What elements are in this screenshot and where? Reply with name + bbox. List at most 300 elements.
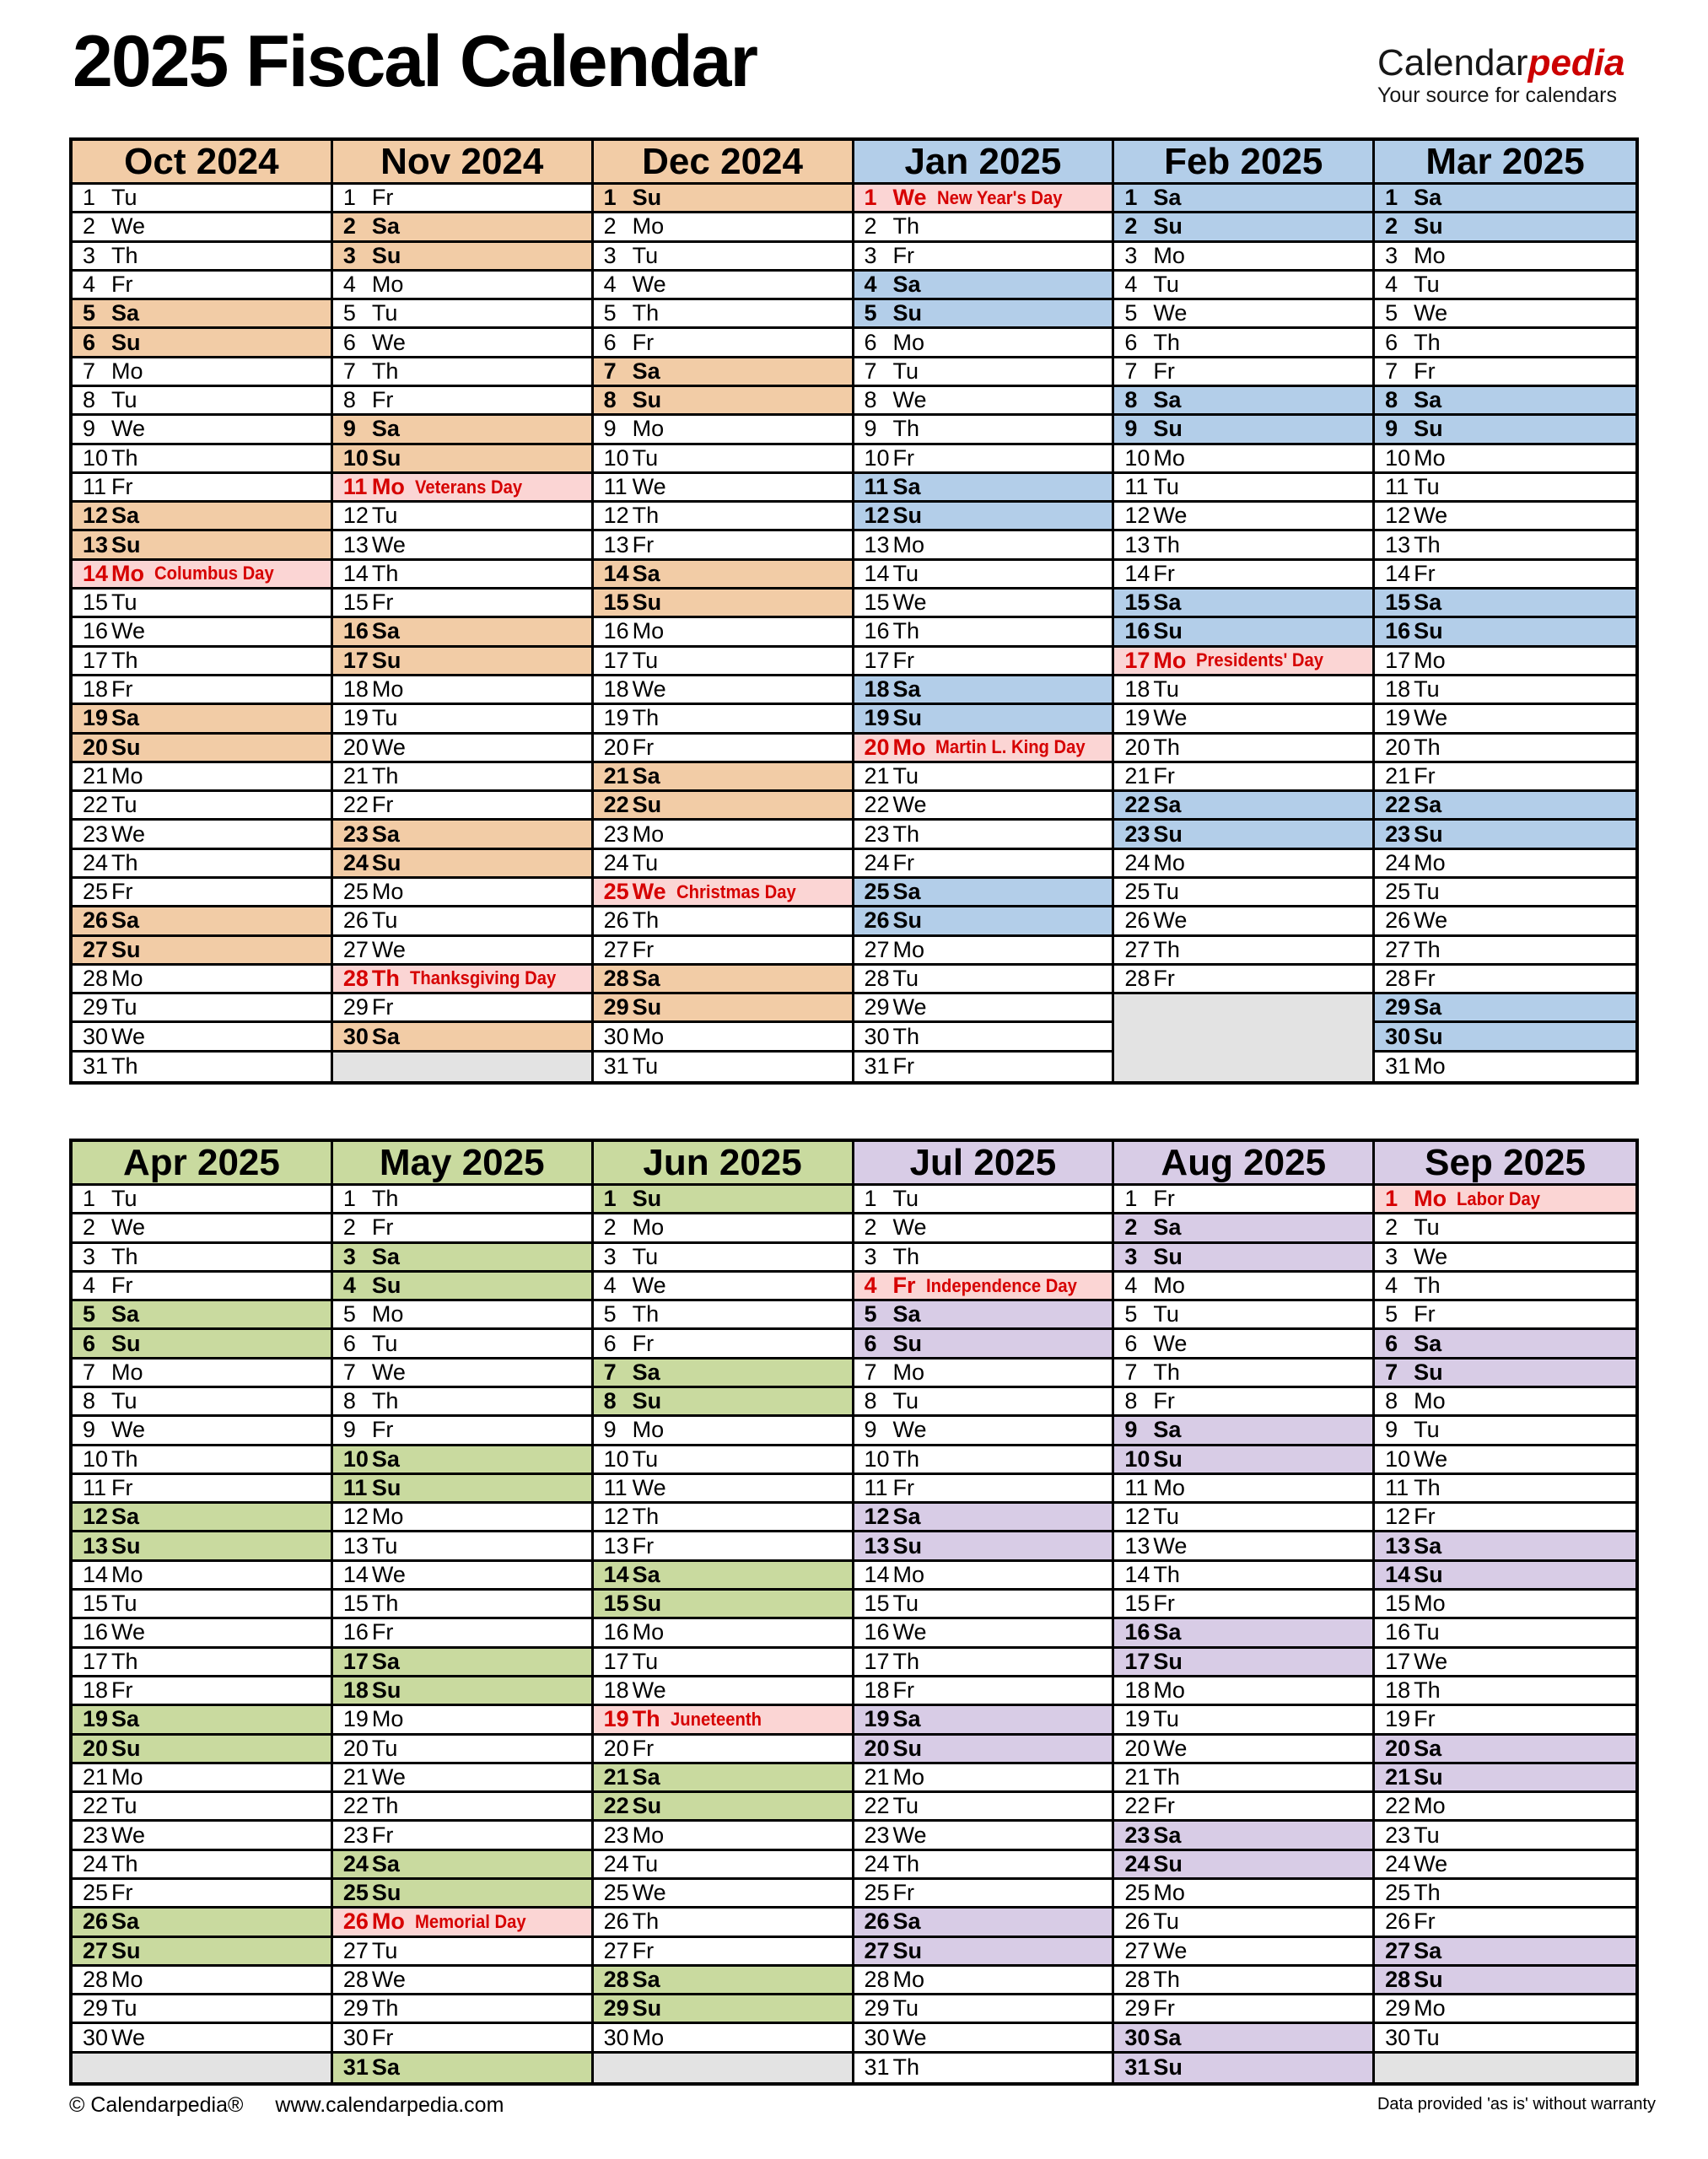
day-of-week-label: Mo [632,821,665,847]
footer-left [69,2093,504,2118]
day-number: 4 [603,1273,617,1298]
day-of-week-label: Su [371,1475,401,1501]
day-cell [594,387,854,416]
day-number: 17 [1124,1648,1150,1674]
day-of-week-label: Sa [1414,994,1442,1020]
day-of-week-label: Th [1153,734,1180,760]
day-cell [73,1677,333,1706]
day-of-week-label: Su [1414,1023,1443,1049]
day-of-week-label: Sa [1153,2024,1182,2050]
day-of-week-label: Th [1414,531,1441,557]
day-number: 23 [1385,1822,1411,1848]
day-cell [594,763,854,792]
day-of-week-label: Su [632,1186,662,1212]
day-of-week-label: Th [111,1850,138,1876]
day-number: 23 [83,1822,109,1848]
day-of-week-label: Mo [1153,1677,1185,1704]
day-of-week-label: Tu [632,1446,659,1472]
day-number: 31 [864,1053,890,1080]
day-cell [1375,1851,1635,1880]
day-of-week-label: Th [1414,329,1441,355]
day-number: 8 [864,1388,877,1414]
day-number: 15 [83,590,109,616]
day-of-week-label: Tu [632,1053,659,1080]
day-number: 12 [1124,1504,1150,1530]
day-cell [1114,763,1375,792]
day-of-week-label: Fr [892,444,914,471]
day-number: 12 [342,503,369,529]
day-of-week-label: We [371,1561,406,1587]
day-number: 24 [864,849,890,875]
day-of-week-label: Th [632,907,660,934]
day-cell [1114,735,1375,763]
day-cell [1114,937,1375,966]
day-cell [73,1995,333,2024]
day-cell [854,2054,1115,2082]
day-of-week-label: Sa [632,1966,660,1992]
day-number: 15 [1124,1591,1150,1617]
day-of-week-label: Fr [371,2024,394,2050]
day-number: 30 [864,1023,890,1049]
day-cell [1114,792,1375,821]
day-cell [1375,1475,1635,1504]
day-number: 4 [1124,1273,1138,1298]
day-of-week-label: Mo [371,474,405,500]
day-of-week-label: Fr [1153,1388,1175,1414]
day-number: 21 [603,1763,629,1790]
day-cell [1375,618,1635,647]
day-number: 10 [864,1446,890,1472]
day-cell [1375,1619,1635,1648]
day-cell [73,1591,333,1619]
day-of-week-label: Fr [892,647,914,673]
day-cell [333,821,594,849]
day-cell [854,850,1115,879]
day-cell [594,1446,854,1475]
day-number: 4 [603,272,617,297]
day-of-week-label: Th [632,503,660,529]
day-of-week-label: Fr [111,1880,133,1906]
day-of-week-label: We [632,1880,666,1906]
day-cell [1114,879,1375,907]
day-cell [73,1301,333,1330]
day-cell [594,1475,854,1504]
day-cell [1114,1880,1375,1909]
day-of-week-label: Tu [371,705,398,731]
day-number: 1 [1124,1186,1138,1212]
day-number: 31 [1124,2054,1150,2081]
day-number: 21 [603,762,629,789]
day-cell-holiday [594,879,854,907]
day-cell [854,1330,1115,1359]
day-number: 21 [1385,1763,1411,1790]
day-cell [333,1330,594,1359]
day-number: 7 [83,1359,96,1385]
holiday-label: Veterans Day [414,476,522,498]
day-of-week-label: We [632,1273,666,1298]
day-of-week-label: Su [632,185,662,211]
day-of-week-label: We [1414,1446,1448,1472]
day-number: 7 [864,358,877,384]
day-cell [1375,1793,1635,1822]
day-of-week-label: Tu [1414,676,1440,703]
day-number: 26 [864,907,890,934]
day-of-week-label: Sa [371,1850,400,1876]
day-number: 29 [1385,994,1411,1020]
day-of-week-label: Mo [632,1417,665,1443]
day-of-week-label: Fr [892,1677,914,1704]
day-number: 13 [603,1532,629,1559]
day-cell [594,676,854,705]
month-header-label: Oct 2024 [124,141,279,182]
day-number: 16 [342,1619,369,1645]
day-number: 14 [1385,560,1411,586]
day-cell [854,445,1115,474]
day-of-week-label: Mo [892,1561,925,1587]
day-number: 5 [342,1301,356,1327]
day-of-week-label: Tu [111,1995,137,2022]
day-cell [73,1446,333,1475]
day-number: 8 [342,1388,356,1414]
day-number: 13 [83,531,109,557]
day-of-week-label: Th [111,1648,138,1674]
day-of-week-label: Mo [371,1301,404,1327]
day-cell [1114,1938,1375,1967]
day-number: 25 [342,879,369,905]
day-number: 14 [1124,560,1150,586]
day-number: 19 [83,705,109,731]
day-of-week-label: Su [371,849,401,875]
day-number: 11 [603,1475,628,1501]
day-of-week-label: Sa [632,965,660,991]
day-number: 23 [1124,821,1150,847]
day-number: 5 [603,1301,617,1327]
day-cell [333,1273,594,1301]
day-cell [1375,416,1635,444]
day-of-week-label: Th [371,965,400,991]
day-cell [1114,1186,1375,1214]
day-of-week-label: Th [371,1591,399,1617]
day-of-week-label: Su [1153,213,1183,240]
day-of-week-label: Su [632,590,662,616]
day-number: 13 [1385,531,1411,557]
day-cell [1114,503,1375,531]
day-cell [854,1417,1115,1446]
month-header-label: Jan 2025 [904,141,1062,182]
day-number: 22 [1385,1793,1411,1819]
day-cell [854,1301,1115,1330]
day-of-week-label: Tu [632,1243,659,1269]
day-number: 29 [83,1995,109,2022]
day-number: 6 [1124,329,1138,355]
day-cell [73,1330,333,1359]
day-number: 5 [342,300,356,326]
day-of-week-label: Th [1414,1475,1441,1501]
day-cell [594,1532,854,1561]
day-of-week-label: Tu [1414,1619,1440,1645]
day-cell [1375,1532,1635,1561]
day-cell [1375,1446,1635,1475]
day-of-week-label: Fr [371,1619,394,1645]
day-of-week-label: Su [371,1880,401,1906]
day-number: 24 [342,1850,369,1876]
day-cell [1375,329,1635,358]
day-number: 8 [1385,387,1398,413]
holiday-label: Memorial Day [414,1910,526,1932]
day-of-week-label: Mo [1414,242,1446,268]
day-of-week-label: Sa [371,213,400,240]
day-cell [594,272,854,300]
day-number: 4 [83,1273,96,1298]
day-cell [333,1995,594,2024]
day-of-week-label: Mo [111,358,143,384]
day-number: 28 [1385,1966,1411,1992]
day-cell [73,531,333,560]
day-number: 10 [603,444,629,471]
day-cell [73,1388,333,1417]
day-of-week-label: Sa [1414,1330,1442,1356]
day-cell [854,705,1115,734]
day-number: 27 [342,1937,369,1963]
day-number: 4 [342,1273,356,1298]
day-number: 23 [1124,1822,1150,1848]
day-cell [73,1851,333,1880]
day-number: 13 [1124,1532,1150,1559]
day-of-week-label: Tu [111,994,137,1020]
day-cell [854,1677,1115,1706]
day-cell [333,907,594,936]
month-header-label: Jul 2025 [909,1142,1057,1183]
day-cell [1375,705,1635,734]
day-cell [854,1186,1115,1214]
day-cell [854,1851,1115,1880]
day-of-week-label: Sa [111,300,140,326]
day-cell-holiday [854,185,1115,213]
day-number: 28 [603,965,629,991]
day-cell [1375,387,1635,416]
day-cell [333,2054,594,2082]
day-cell [333,445,594,474]
day-number: 12 [864,503,890,529]
day-cell [594,474,854,503]
day-of-week-label: Tu [1153,474,1179,500]
day-number: 28 [864,1966,890,1992]
day-cell [594,1562,854,1591]
day-of-week-label: Th [111,444,138,471]
day-cell [1114,1330,1375,1359]
day-cell [854,1938,1115,1967]
day-of-week-label: Tu [371,1937,398,1963]
day-cell [1375,879,1635,907]
day-number: 9 [603,1417,617,1443]
day-of-week-label: Sa [371,1023,400,1049]
day-number: 27 [603,936,629,962]
day-of-week-label: We [892,994,927,1020]
day-cell [1114,1591,1375,1619]
day-number: 12 [1385,503,1411,529]
day-number: 30 [603,1023,629,1049]
day-cell [73,763,333,792]
day-number: 5 [1124,1301,1138,1327]
holiday-label: Columbus Day [154,563,274,584]
day-of-week-label: Tu [632,1850,659,1876]
day-cell [594,1851,854,1880]
day-of-week-label: Th [111,1446,138,1472]
day-cell [1375,561,1635,590]
day-cell [1375,966,1635,994]
day-cell [73,618,333,647]
day-number: 27 [1385,936,1411,962]
day-number: 19 [1124,1706,1150,1732]
day-cell [1114,821,1375,849]
day-cell [1114,1764,1375,1793]
day-number: 12 [864,1504,890,1530]
day-of-week-label: Sa [632,762,660,789]
day-of-week-label: Th [892,1243,920,1269]
day-of-week-label: We [371,329,406,355]
day-number: 18 [603,676,629,703]
day-number: 18 [1124,676,1150,703]
day-of-week-label: Su [111,1330,141,1356]
day-of-week-label: Th [892,2054,920,2081]
day-number: 18 [1385,676,1411,703]
day-cell [333,1562,594,1591]
copyright-text: © Calendarpedia® [69,2093,244,2117]
day-of-week-label: Mo [1153,242,1185,268]
day-number: 22 [864,792,890,818]
day-cell [73,1053,333,1081]
day-cell [333,994,594,1023]
day-of-week-label: We [371,936,406,962]
day-cell [854,416,1115,444]
day-cell [594,213,854,242]
day-number: 26 [1385,1909,1411,1935]
day-cell [73,387,333,416]
day-of-week-label: Tu [1153,272,1179,297]
day-of-week-label: We [892,590,927,616]
day-number: 6 [342,329,356,355]
day-cell [1114,387,1375,416]
day-cell [594,1388,854,1417]
day-of-week-label: We [892,1619,927,1645]
day-number: 15 [1124,590,1150,616]
day-of-week-label: Mo [111,762,143,789]
day-cell [1375,590,1635,618]
day-number: 15 [603,590,629,616]
day-cell [1114,1736,1375,1764]
day-number: 26 [1385,907,1411,934]
day-number: 7 [342,358,356,384]
day-of-week-label: Th [632,300,660,326]
day-cell [1114,272,1375,300]
day-cell [1114,618,1375,647]
day-of-week-label: Sa [1414,590,1442,616]
day-number: 30 [1124,2024,1150,2050]
day-cell [854,1793,1115,1822]
day-cell [1375,792,1635,821]
disclaimer-text: Data provided 'as is' without warranty [1377,2095,1656,2113]
day-of-week-label: Fr [1153,1591,1175,1617]
day-cell [1114,1822,1375,1850]
day-number: 20 [603,734,629,760]
day-number: 8 [83,387,96,413]
day-number: 27 [603,1937,629,1963]
day-number: 22 [1385,792,1411,818]
day-number: 25 [1385,879,1411,905]
day-cell [854,1764,1115,1793]
day-number: 22 [83,792,109,818]
day-cell [594,1186,854,1214]
day-number: 10 [83,444,109,471]
day-cell [73,1967,333,1995]
day-cell [1114,1273,1375,1301]
day-number: 17 [864,1648,890,1674]
day-of-week-label: Tu [1414,1214,1440,1241]
day-number: 29 [1124,1995,1150,2022]
day-cell [1114,676,1375,705]
day-cell-holiday [1114,648,1375,676]
month-header [594,1142,854,1186]
month-header [333,1142,594,1186]
day-number: 1 [83,1186,96,1212]
day-of-week-label: Sa [111,1706,140,1732]
day-of-week-label: We [892,387,927,413]
day-of-week-label: Sa [1153,792,1182,818]
page-title: 2025 Fiscal Calendar [73,21,757,102]
day-cell [594,821,854,849]
day-of-week-label: Mo [632,213,665,240]
day-cell [594,1793,854,1822]
day-number: 27 [1385,1937,1411,1963]
day-number: 22 [864,1793,890,1819]
day-cell [333,561,594,590]
day-cell [1375,676,1635,705]
day-of-week-label: Su [892,1937,923,1963]
day-number: 9 [1385,416,1398,442]
day-of-week-label: Tu [892,965,919,991]
day-cell [73,590,333,618]
day-of-week-label: Tu [1414,879,1440,905]
day-of-week-label: Th [111,647,138,673]
day-number: 7 [1124,1359,1138,1385]
day-number: 3 [83,242,96,268]
day-cell [1375,1388,1635,1417]
day-of-week-label: Sa [892,1909,921,1935]
day-number: 26 [603,907,629,934]
day-number: 11 [1385,474,1409,500]
day-cell [73,648,333,676]
day-cell [333,1388,594,1417]
day-of-week-label: Mo [1414,444,1446,471]
day-number: 1 [1385,185,1398,211]
month-header-label: Dec 2024 [642,141,803,182]
day-cell [1114,1446,1375,1475]
day-of-week-label: Tu [1153,676,1179,703]
day-cell [333,676,594,705]
day-of-week-label: Mo [371,1706,404,1732]
day-of-week-label: We [111,1417,146,1443]
day-number: 12 [603,1504,629,1530]
day-cell [594,1417,854,1446]
day-cell [1114,243,1375,272]
day-of-week-label: Mo [632,2024,665,2050]
day-of-week-label: Mo [111,1966,143,1992]
day-of-week-label: Su [371,242,401,268]
day-number: 11 [83,474,107,500]
day-of-week-label: Fr [1414,762,1436,789]
day-number: 25 [603,879,629,905]
day-cell [333,272,594,300]
